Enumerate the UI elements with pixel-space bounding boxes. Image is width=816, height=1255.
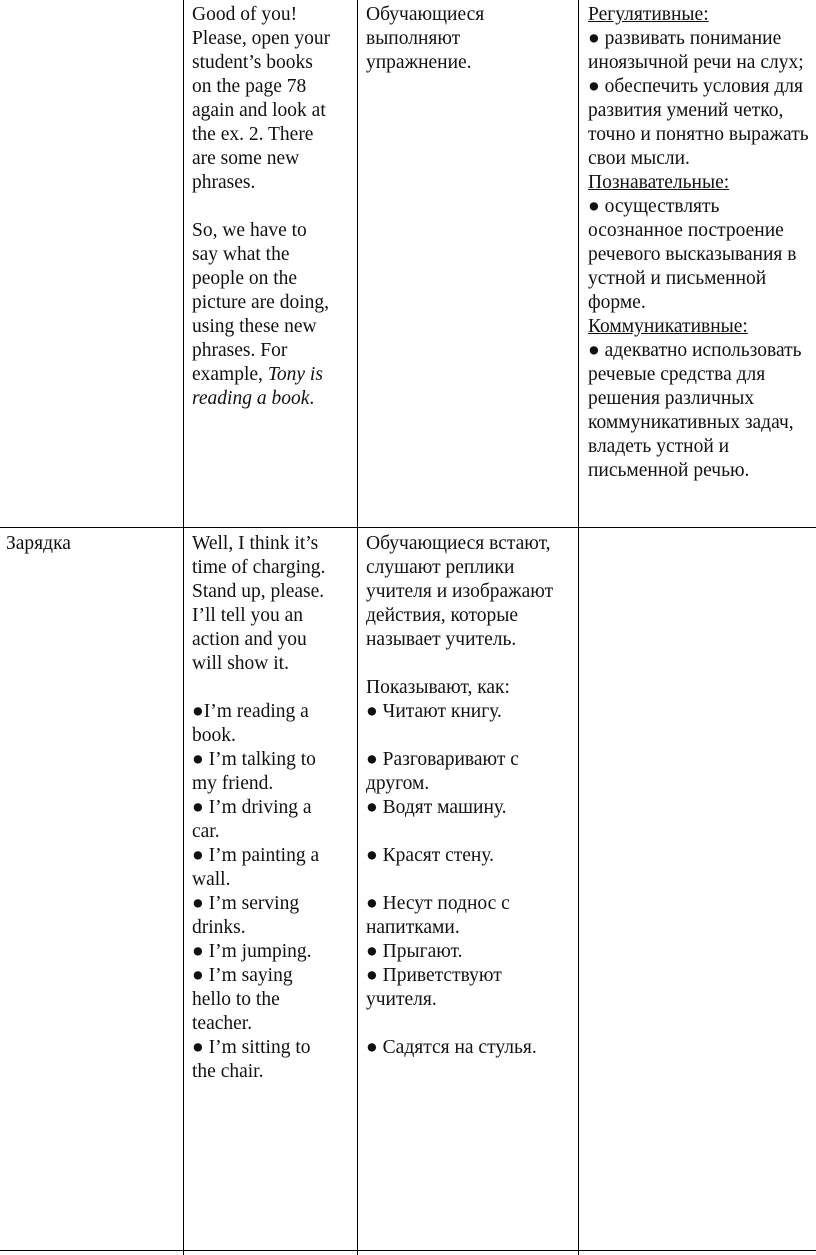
teacher-action-line: wall. xyxy=(192,869,231,890)
teacher-action-line: ● I’m painting a xyxy=(192,845,320,866)
teacher-line: phrases. xyxy=(192,172,256,193)
uud-line: ● адекватно использовать xyxy=(588,340,802,361)
teacher-line: Well, I think it’s xyxy=(192,533,319,554)
teacher-line: time of charging. xyxy=(192,557,326,578)
students-action: ● Читают книгу. xyxy=(366,701,502,722)
students-line: называет учитель. xyxy=(366,629,517,650)
teacher-line: phrases. For xyxy=(192,340,288,361)
uud-line: ● осуществлять xyxy=(588,196,720,217)
uud-line: форме. xyxy=(588,292,646,313)
teacher-line: picture are doing, xyxy=(192,292,329,313)
uud-line: письменной речью. xyxy=(588,460,750,481)
teacher-line: So, we have to xyxy=(192,220,307,241)
teacher-line: Good of you! xyxy=(192,4,298,25)
uud-line: решения различных xyxy=(588,388,755,409)
students-line: упражнение. xyxy=(366,52,472,73)
teacher-line: the ex. 2. There xyxy=(192,124,314,145)
uud-line: коммуникативных задач, xyxy=(588,412,794,433)
students-action: ● Прыгают. xyxy=(366,941,463,962)
uud-line: устной и письменной xyxy=(588,268,767,289)
row1-students-cell xyxy=(366,3,576,75)
students-action: ● Приветствуют xyxy=(366,965,502,986)
column-border xyxy=(183,0,184,1255)
teacher-example-line xyxy=(192,363,356,387)
teacher-example-line xyxy=(192,387,356,411)
teacher-action-line: drinks. xyxy=(192,917,246,938)
uud-line: речевого высказывания в xyxy=(588,244,797,265)
teacher-action-line: ● I’m jumping. xyxy=(192,941,312,962)
teacher-action-line: ● I’m saying xyxy=(192,965,293,986)
teacher-line: action and you xyxy=(192,629,307,650)
students-action: ● Несут поднос с xyxy=(366,893,510,914)
teacher-action-line: hello to the xyxy=(192,989,280,1010)
regulative-heading: Регулятивные: xyxy=(588,4,709,25)
teacher-action-line: my friend. xyxy=(192,773,274,794)
teacher-action-line: ●I’m reading a xyxy=(192,701,309,722)
teacher-line: again and look at xyxy=(192,100,326,121)
column-border xyxy=(578,0,579,1255)
uud-line: ● обеспечить условия для xyxy=(588,76,803,97)
uud-line: ● развивать понимание xyxy=(588,28,782,49)
teacher-line: Stand up, please. xyxy=(192,581,325,602)
example-prefix: example, xyxy=(192,364,268,385)
students-line: учителя и изображают xyxy=(366,581,554,602)
students-action: ● Водят машину. xyxy=(366,797,507,818)
teacher-action-line: ● I’m driving a xyxy=(192,797,312,818)
teacher-line: on the page 78 xyxy=(192,76,307,97)
students-line: действия, которые xyxy=(366,605,519,626)
students-action: учителя. xyxy=(366,989,437,1010)
uud-line: владеть устной и xyxy=(588,436,730,457)
cognitive-heading: Познавательные: xyxy=(588,172,730,193)
teacher-line: say what the xyxy=(192,244,290,265)
students-action: другом. xyxy=(366,773,430,794)
row-border xyxy=(0,1250,816,1251)
students-show-label: Показывают, как: xyxy=(366,677,510,698)
teacher-line: people on the xyxy=(192,268,298,289)
uud-line: осознанное построение xyxy=(588,220,784,241)
row1-uud-cell xyxy=(588,3,816,483)
teacher-action-line: car. xyxy=(192,821,220,842)
uud-line: точно и понятно выражать xyxy=(588,124,809,145)
row2-teacher-cell xyxy=(192,532,356,1084)
teacher-line: student’s books xyxy=(192,52,313,73)
students-action: ● Садятся на стулья. xyxy=(366,1037,537,1058)
students-line: Обучающиеся встают, xyxy=(366,533,551,554)
teacher-action-line: ● I’m talking to xyxy=(192,749,316,770)
students-action: ● Разговаривают с xyxy=(366,749,519,770)
teacher-line: will show it. xyxy=(192,653,289,674)
uud-line: иноязычной речи на слух; xyxy=(588,52,804,73)
uud-line: речевые средства для xyxy=(588,364,766,385)
teacher-line: I’ll tell you an xyxy=(192,605,304,626)
teacher-line: are some new xyxy=(192,148,300,169)
row1-teacher-cell xyxy=(192,3,356,411)
uud-line: свои мысли. xyxy=(588,148,690,169)
example-italic: reading a book xyxy=(192,388,310,409)
teacher-action-line: ● I’m serving xyxy=(192,893,300,914)
teacher-action-line: book. xyxy=(192,725,236,746)
students-line: слушают реплики xyxy=(366,557,515,578)
example-italic: Tony is xyxy=(267,364,323,385)
row2-stage-cell xyxy=(6,532,181,556)
teacher-action-line: teacher. xyxy=(192,1013,253,1034)
column-border xyxy=(357,0,358,1255)
teacher-action-line: ● I’m sitting to xyxy=(192,1037,311,1058)
communicative-heading: Коммуникативные: xyxy=(588,316,748,337)
students-action: ● Красят стену. xyxy=(366,845,495,866)
row2-students-cell xyxy=(366,532,576,1060)
row-border xyxy=(0,527,816,528)
students-line: выполняют xyxy=(366,28,461,49)
stage-name: Зарядка xyxy=(6,533,71,554)
teacher-line: Please, open your xyxy=(192,28,331,49)
teacher-action-line: the chair. xyxy=(192,1061,264,1082)
students-action: напитками. xyxy=(366,917,460,938)
students-line: Обучающиеся xyxy=(366,4,485,25)
teacher-line: using these new xyxy=(192,316,317,337)
uud-line: развития умений четко, xyxy=(588,100,784,121)
example-suffix: . xyxy=(309,388,315,409)
